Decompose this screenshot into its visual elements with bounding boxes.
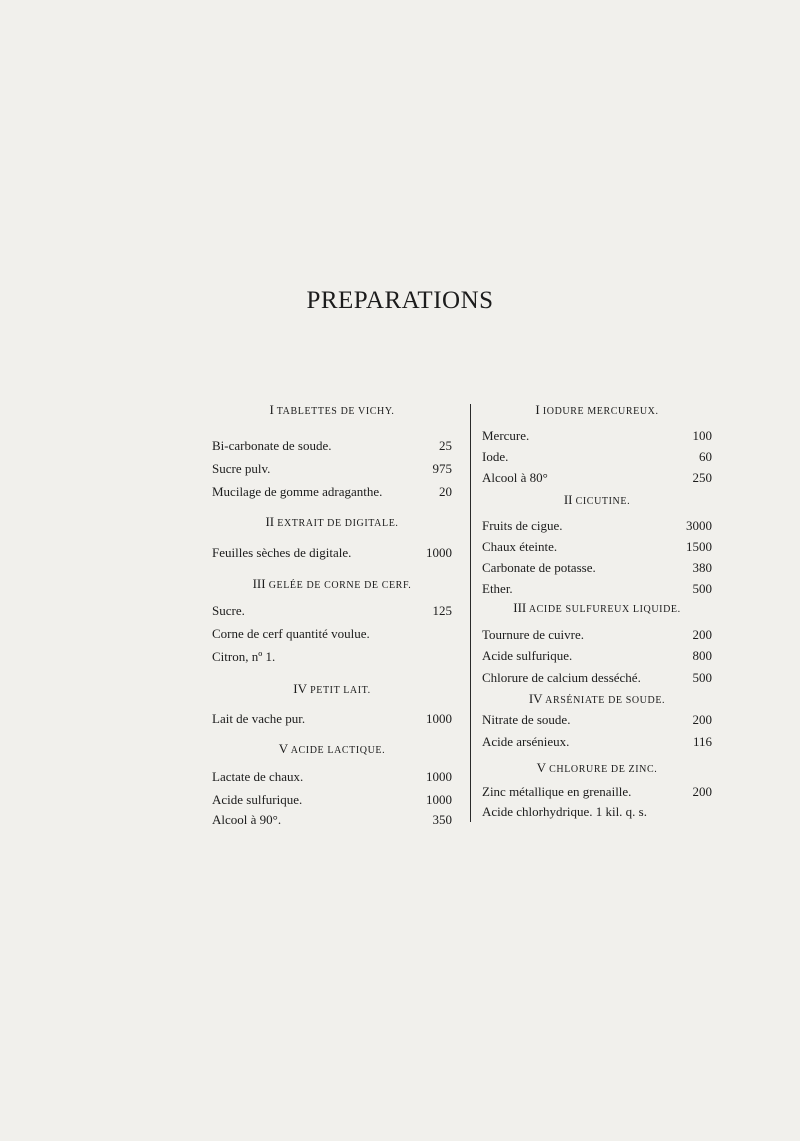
ingredient-quantity: 500 (692, 581, 712, 596)
section-number: I (535, 402, 540, 417)
ingredient-name: Acide sulfurique. (482, 648, 573, 663)
ingredient-row (212, 545, 452, 561)
ingredient-quantity: 116 (692, 734, 712, 749)
section-heading (212, 576, 452, 592)
ingredient-row (212, 812, 452, 828)
ingredient-name: Chlorure de calcium desséché. (482, 670, 641, 685)
ingredient-row (482, 648, 712, 664)
ingredient-quantity: 20 (439, 484, 452, 499)
ingredient-quantity: 25 (439, 438, 452, 453)
ingredient-name: Acide arsénieux. (482, 734, 570, 749)
ingredient-name: Sucre pulv. (212, 461, 271, 476)
section-heading (212, 741, 452, 757)
ingredient-quantity: 975 (432, 461, 452, 476)
ingredient-row (482, 539, 712, 555)
section-title: PETIT LAIT. (310, 685, 371, 696)
ingredient-name: Acide chlorhydrique. 1 kil. q. s. (482, 804, 647, 819)
ingredient-name: Chaux éteinte. (482, 539, 558, 554)
ingredient-name: Tournure de cuivre. (482, 627, 584, 642)
section-number: V (536, 760, 546, 775)
ingredient-quantity: 200 (692, 784, 712, 799)
ingredient-row (212, 603, 452, 619)
ingredient-row (482, 560, 712, 576)
section-title: IODURE MERCUREUX. (542, 406, 659, 417)
section-title: EXTRAIT DE DIGITALE. (277, 518, 399, 529)
section-number: III (252, 576, 266, 591)
section-number: II (265, 514, 275, 529)
ingredient-quantity: 1500 (686, 539, 712, 554)
ingredient-row (482, 581, 712, 597)
ingredient-row (212, 438, 452, 454)
ingredient-name: Citron, nº 1. (212, 649, 276, 664)
ingredient-name: Corne de cerf quantité voulue. (212, 626, 370, 641)
section-heading (482, 600, 712, 616)
ingredient-quantity: 1000 (426, 545, 452, 560)
section-heading (212, 402, 452, 418)
section-title: ACIDE SULFUREUX LIQUIDE. (528, 604, 681, 615)
ingredient-name: Alcool à 90°. (212, 812, 282, 827)
section-title: CICUTINE. (575, 496, 631, 507)
section-number: II (563, 492, 573, 507)
ingredient-row (482, 670, 712, 686)
ingredient-row (212, 769, 452, 785)
section-title: TABLETTES DE VICHY. (276, 406, 395, 417)
ingredient-quantity: 200 (692, 627, 712, 642)
ingredient-quantity: 380 (692, 560, 712, 575)
ingredient-quantity: 3000 (686, 518, 712, 533)
ingredient-row (482, 712, 712, 728)
ingredient-row (212, 484, 452, 500)
ingredient-name: Iode. (482, 449, 509, 464)
ingredient-quantity: 100 (692, 428, 712, 443)
ingredient-quantity: 800 (692, 648, 712, 663)
section-number: III (513, 600, 527, 615)
ingredient-name: Zinc métallique en grenaille. (482, 784, 632, 799)
section-number: IV (293, 681, 307, 696)
column-divider (470, 404, 471, 822)
ingredient-name: Lactate de chaux. (212, 769, 304, 784)
ingredient-name: Bi-carbonate de soude. (212, 438, 332, 453)
ingredient-quantity: 350 (432, 812, 452, 827)
section-title: ARSÉNIATE DE SOUDE. (545, 695, 666, 706)
ingredient-quantity: 1000 (426, 769, 452, 784)
ingredient-row (212, 461, 452, 477)
ingredient-row (482, 428, 712, 444)
ingredient-row (482, 470, 712, 486)
ingredient-quantity: 200 (692, 712, 712, 727)
ingredient-row (482, 518, 712, 534)
section-heading (482, 760, 712, 776)
ingredient-row (482, 734, 712, 750)
ingredient-quantity: 1000 (426, 792, 452, 807)
ingredient-name: Feuilles sèches de digitale. (212, 545, 352, 560)
ingredient-name: Lait de vache pur. (212, 711, 306, 726)
ingredient-row (212, 792, 452, 808)
section-heading (482, 402, 712, 418)
ingredient-name: Ether. (482, 581, 513, 596)
ingredient-name: Acide sulfurique. (212, 792, 303, 807)
ingredient-row (212, 711, 452, 727)
ingredient-row (212, 649, 452, 665)
ingredient-name: Sucre. (212, 603, 245, 618)
ingredient-row (212, 626, 452, 642)
ingredient-quantity: 1000 (426, 711, 452, 726)
ingredient-row (482, 449, 712, 465)
section-number: V (278, 741, 289, 756)
section-title: GELÉE DE CORNE DE CERF. (268, 580, 412, 591)
section-heading (482, 691, 712, 707)
section-heading (482, 492, 712, 508)
ingredient-name: Carbonate de potasse. (482, 560, 596, 575)
ingredient-name: Mercure. (482, 428, 530, 443)
ingredient-quantity: 250 (692, 470, 712, 485)
section-title: ACIDE LACTIQUE. (290, 745, 386, 756)
ingredient-name: Nitrate de soude. (482, 712, 571, 727)
ingredient-quantity: 500 (692, 670, 712, 685)
page-title: PREPARATIONS (306, 287, 494, 314)
ingredient-row (482, 627, 712, 643)
ingredient-name: Alcool à 80° (482, 470, 548, 485)
section-title: CHLORURE DE ZINC. (549, 764, 658, 775)
section-number: I (269, 402, 274, 417)
ingredient-quantity: 60 (699, 449, 712, 464)
ingredient-name: Fruits de cigue. (482, 518, 563, 533)
ingredient-quantity: 125 (432, 603, 452, 618)
section-heading (212, 514, 452, 530)
ingredient-name: Mucilage de gomme adraganthe. (212, 484, 383, 499)
section-number: IV (528, 691, 543, 706)
section-heading (212, 681, 452, 697)
ingredient-row (482, 804, 712, 820)
ingredient-row (482, 784, 712, 800)
